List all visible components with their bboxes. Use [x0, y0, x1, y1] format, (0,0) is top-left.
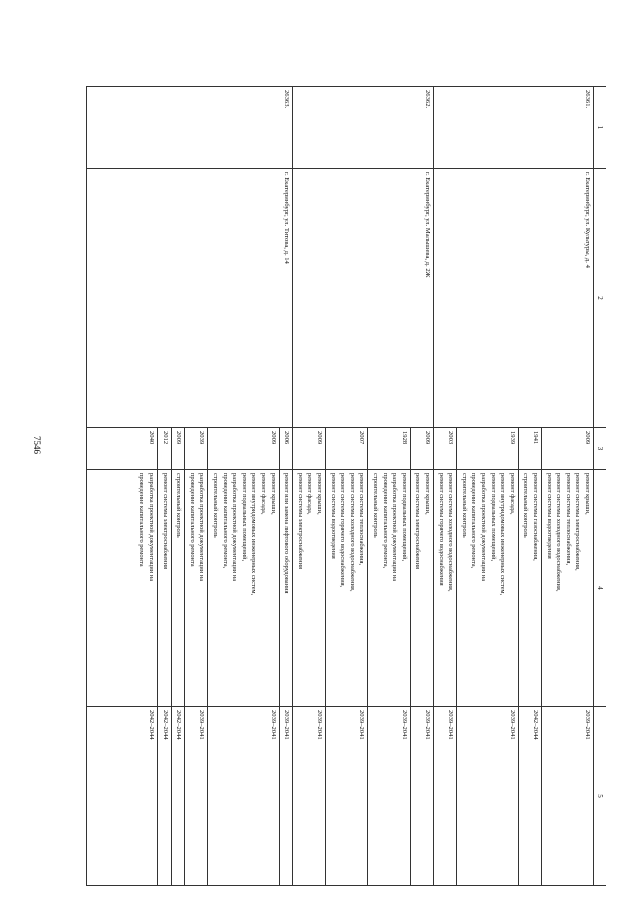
row-number: 26362. [424, 90, 431, 109]
works-cell [208, 470, 279, 706]
year-cell [411, 428, 434, 469]
col-3-year [86, 427, 606, 469]
period-cell [185, 707, 208, 885]
row-address: г. Екатеринбург, ул. Малышева, д. 2Ж [424, 172, 431, 278]
repair-period: 2039–2041 [447, 710, 455, 740]
work-item: ремонт системы холодного водоснабжения, [447, 473, 455, 592]
work-item: разработка проектной документации на [231, 473, 239, 582]
works-cell [158, 470, 172, 706]
work-item: разработка проектной документации на [391, 473, 399, 582]
period-cell [293, 707, 326, 885]
work-item: ремонт системы теплоснабжения, [564, 473, 572, 566]
works-cell [368, 470, 410, 706]
repair-period: 2039–2041 [316, 710, 323, 740]
work-item: ремонт крыши, [316, 473, 323, 515]
construction-year: 1939 [508, 431, 516, 445]
period-cell [542, 707, 594, 885]
period-cell [135, 707, 158, 885]
works-cell [280, 470, 294, 706]
repair-period: 2039–2041 [283, 710, 291, 740]
year-cell [326, 428, 368, 469]
work-item: ремонт системы водоотведения [545, 473, 553, 559]
work-item: ремонт крыши, [424, 473, 431, 515]
work-item: строительный контроль [460, 473, 468, 538]
work-item: проведение капитального ремонта, [381, 473, 389, 569]
col-1-number [86, 86, 606, 168]
works-cell [519, 470, 542, 706]
works-cell [411, 470, 434, 706]
year-cell [457, 428, 519, 469]
work-item: ремонт крыши, [584, 473, 591, 515]
works-cell [172, 470, 186, 706]
construction-year: 2003 [447, 431, 455, 445]
work-item: строительный контроль [372, 473, 380, 538]
work-item: ремонт подвальных помещений, [240, 473, 248, 562]
work-item: ремонт системы холодного водоснабжения, [555, 473, 563, 592]
construction-year: 1928 [400, 431, 408, 445]
year-cell [542, 428, 594, 469]
work-item: ремонт системы электроснабжения [414, 473, 422, 569]
works-cell [185, 470, 208, 706]
row-number: 26361. [584, 90, 591, 109]
period-cell [280, 707, 294, 885]
work-item: ремонт фасада, [508, 473, 516, 515]
work-item: ремонт или замена лифтового оборудования [283, 473, 291, 594]
work-item: ремонт системы теплоснабжения, [358, 473, 366, 566]
work-item: ремонт внутридомовых инженерных систем, [250, 473, 258, 596]
work-item: ремонт подвальных помещений, [400, 473, 408, 562]
construction-year: 2039 [198, 431, 206, 445]
construction-year: 2007 [358, 431, 366, 445]
col-5-period [86, 706, 606, 886]
year-cell [293, 428, 326, 469]
work-item: ремонт системы газоснабжения, [532, 473, 539, 561]
construction-year: 2012 [161, 431, 169, 445]
work-item: ремонт крыши, [269, 473, 277, 515]
works-cell [434, 470, 457, 706]
works-cell [542, 470, 594, 706]
work-item: ремонт системы электроснабжения [161, 473, 169, 569]
repair-period: 2039–2041 [269, 710, 277, 740]
repair-period: 2039–2041 [584, 710, 591, 740]
work-item: ремонт системы холодного водоснабжения, [348, 473, 356, 592]
work-item: строительный контроль [175, 473, 183, 538]
period-cell [208, 707, 279, 885]
period-cell [368, 707, 410, 885]
construction-year: 1941 [532, 431, 539, 445]
work-item: ремонт фасада, [306, 473, 314, 515]
construction-year: 2040 [148, 431, 155, 445]
work-item: ремонт системы электроснабжения [296, 473, 304, 569]
work-item: разработка проектной документации на [480, 473, 488, 582]
work-item: ремонт системы электроснабжения, [574, 473, 582, 571]
repair-period: 2042–2044 [148, 710, 155, 740]
year-cell [185, 428, 208, 469]
year-cell [368, 428, 410, 469]
construction-year: 2009 [269, 431, 277, 445]
period-cell [158, 707, 172, 885]
work-item: ремонт фасада, [260, 473, 268, 515]
work-item: проведение капитального ремонта [188, 473, 196, 567]
work-item: разработка проектной документации на [148, 473, 155, 582]
construction-year: 2009 [424, 431, 431, 445]
work-item: ремонт подвальных помещений, [489, 473, 497, 562]
work-item: строительный контроль [522, 473, 530, 538]
repair-period: 2042–2044 [161, 710, 169, 740]
construction-year: 2009 [584, 431, 591, 445]
year-cell [519, 428, 542, 469]
row-address: г. Екатеринбург, ул. Культуры, д. 4 [584, 172, 591, 268]
repair-period: 2039–2041 [424, 710, 431, 740]
page-number: 7546 [32, 436, 42, 454]
period-cell [326, 707, 368, 885]
year-cell [434, 428, 457, 469]
year-cell [135, 428, 158, 469]
period-cell [172, 707, 186, 885]
work-item: ремонт системы горячего водоснабжения, [339, 473, 347, 588]
year-cell [172, 428, 186, 469]
construction-year: 2009 [316, 431, 323, 445]
col-4-works [86, 469, 606, 706]
repair-period: 2042–2044 [175, 710, 183, 740]
repair-period: 2042–2044 [532, 710, 539, 740]
works-cell [326, 470, 368, 706]
year-cell [208, 428, 279, 469]
period-cell [434, 707, 457, 885]
column-header: 5 [596, 794, 604, 798]
col-2-address [86, 168, 606, 427]
column-header: 4 [596, 586, 604, 590]
work-item: ремонт внутридомовых инженерных систем, [499, 473, 507, 596]
period-cell [457, 707, 519, 885]
work-item: ремонт системы горячего водоснабжения [437, 473, 445, 586]
work-item: проведение капитального ремонта, [470, 473, 478, 569]
repair-period: 2039–2041 [400, 710, 408, 740]
works-cell [135, 470, 158, 706]
repair-period: 2039–2041 [198, 710, 206, 740]
work-item: разработка проектной документации на [198, 473, 206, 582]
work-item: проведение капитального ремонта [138, 473, 146, 567]
column-header: 1 [596, 125, 604, 130]
column-header: 2 [596, 296, 604, 300]
work-item: строительный контроль [212, 473, 220, 538]
period-cell [519, 707, 542, 885]
work-item: проведение капитального ремонта, [221, 473, 229, 569]
repair-period: 2039–2041 [358, 710, 366, 740]
row-number: 26363. [283, 90, 291, 109]
period-cell [411, 707, 434, 885]
work-item: ремонт системы водоотведения [329, 473, 337, 559]
works-cell [457, 470, 519, 706]
row-address: г. Екатеринбург, ул. Титова, д. 14 [283, 172, 291, 264]
year-cell [280, 428, 294, 469]
repair-period: 2039–2041 [508, 710, 516, 740]
year-cell [158, 428, 172, 469]
column-header: 3 [596, 446, 604, 451]
construction-year: 2009 [175, 431, 183, 445]
construction-year: 2006 [283, 431, 291, 445]
works-cell [293, 470, 326, 706]
repair-schedule-table [86, 86, 606, 886]
